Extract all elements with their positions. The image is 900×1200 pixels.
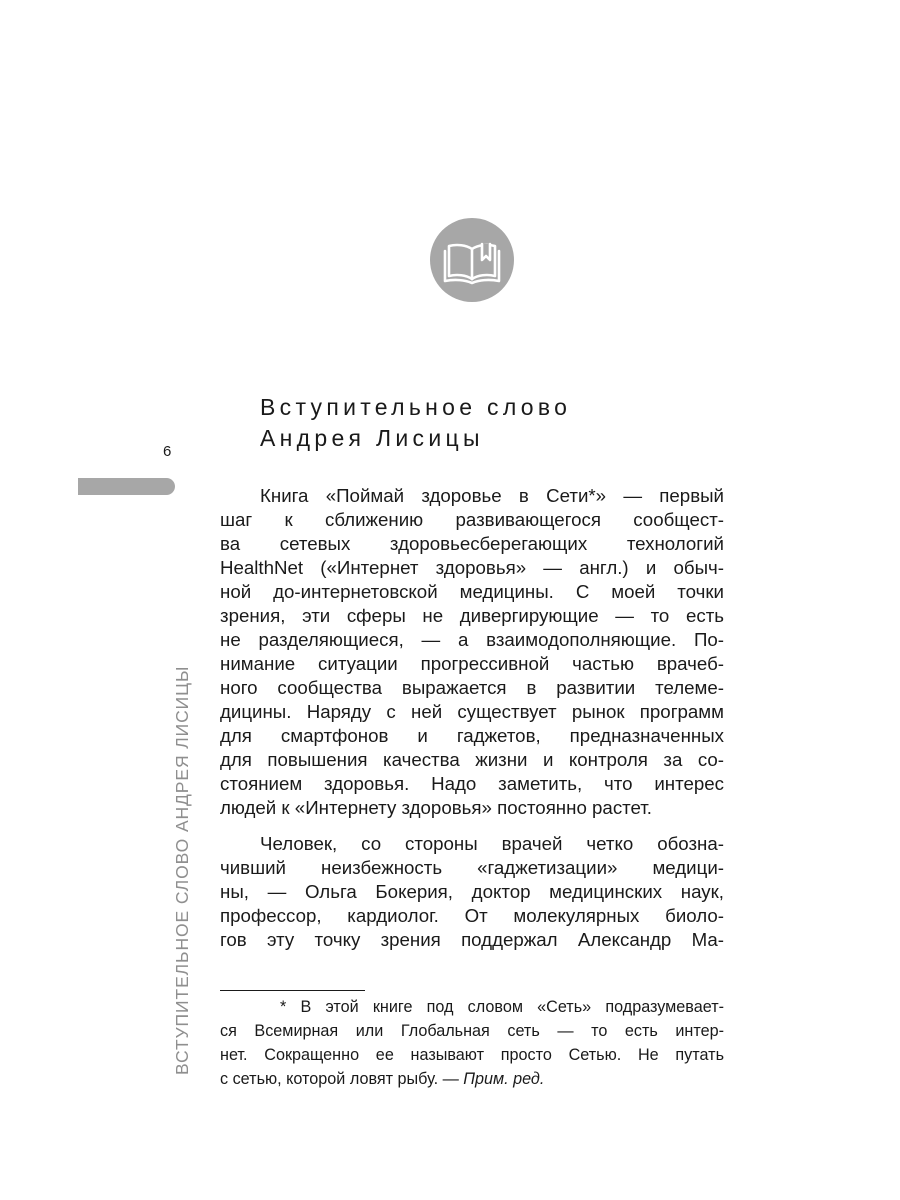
text-line: профессор, кардиолог. От молекулярных биоло- — [220, 905, 724, 926]
open-book-icon — [443, 235, 501, 285]
text-line: дицины. Наряду с ней существует рынок программ — [220, 701, 724, 722]
thumb-tab-marker — [78, 478, 175, 495]
book-icon-badge — [430, 218, 514, 302]
text-line: нимание ситуации прогрессивной частью врачеб- — [220, 653, 724, 674]
text-line: стоянием здоровья. Надо заметить, что интерес — [220, 773, 724, 794]
chapter-title — [260, 392, 571, 454]
chapter-title-line-1: Вступительное слово — [260, 394, 572, 420]
text-line: для смартфонов и гаджетов, предназначенных — [220, 725, 724, 746]
footnote-line: нет. Сокращенно ее называют просто Сетью. Не путать — [220, 1046, 724, 1064]
text-line: людей к «Интернету здоровья» постоянно растет. — [220, 797, 652, 818]
paragraph-1 — [220, 484, 724, 820]
text-line: гов эту точку зрения поддержал Александр Ма- — [220, 929, 724, 950]
chapter-title-line-2: Андрея Лисицы — [260, 425, 484, 451]
text-line: ва сетевых здоровьесберегающих технологий — [220, 533, 724, 554]
text-line: Книга «Поймай здоровье в Сети*» — первый — [260, 485, 724, 506]
vertical-running-head: ВСТУПИТЕЛЬНОЕ СЛОВО АНДРЕЯ ЛИСИЦЫ — [172, 665, 192, 1075]
text-line: ного сообщества выражается в развитии телеме- — [220, 677, 724, 698]
text-line: ны, — Ольга Бокерия, доктор медицинских наук, — [220, 881, 724, 902]
footnote-line: ся Всемирная или Глобальная сеть — то есть интер- — [220, 1022, 724, 1040]
text-line: ной до-интернетовской медицины. С моей точки — [220, 581, 724, 602]
footnote-last-text: с сетью, которой ловят рыбу. — — [220, 1070, 464, 1088]
paragraph-2 — [220, 832, 724, 952]
text-line: зрения, эти сферы не дивергирующие — то есть — [220, 605, 724, 626]
text-line: для повышения качества жизни и контроля за со- — [220, 749, 724, 770]
footnote-line: * В этой книге под словом «Сеть» подразумевает- — [280, 998, 724, 1016]
footnote-separator — [220, 990, 365, 991]
footnote — [220, 995, 724, 1091]
text-line: Человек, со стороны врачей четко обозна- — [260, 833, 724, 854]
text-line: чивший неизбежность «гаджетизации» медици- — [220, 857, 724, 878]
page-number: 6 — [163, 443, 172, 460]
editor-note: Прим. ред. — [463, 1070, 545, 1088]
footnote-line — [220, 1067, 724, 1091]
text-line: шаг к сближению развивающегося сообщест- — [220, 509, 724, 530]
text-line: HealthNet («Интернет здоровья» — англ.) и обыч- — [220, 557, 724, 578]
body-text — [220, 484, 724, 952]
text-line: не разделяющиеся, — а взаимодополняющие. По- — [220, 629, 724, 650]
